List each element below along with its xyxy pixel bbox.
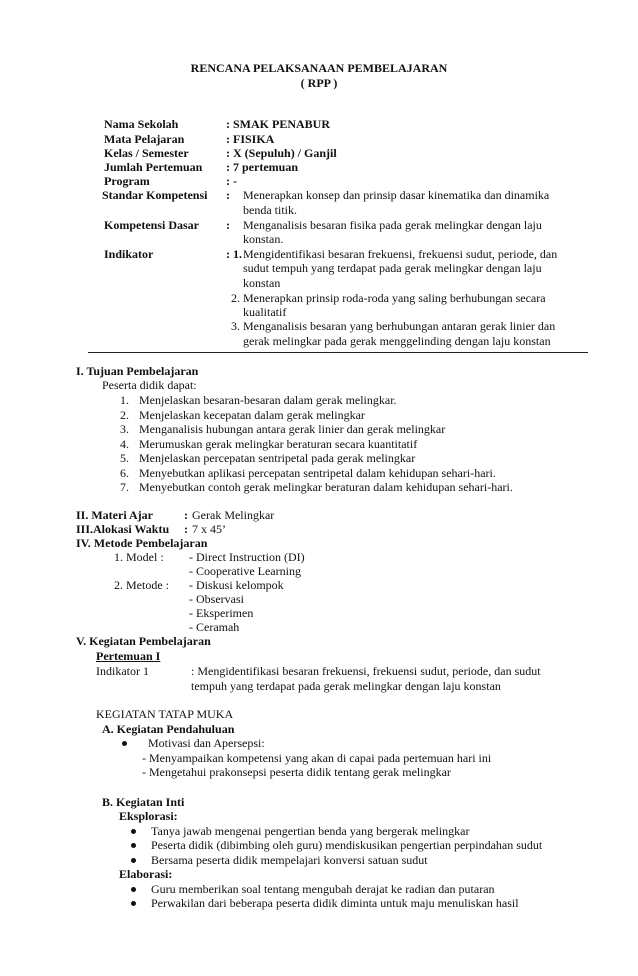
indikator-label: Indikator	[104, 247, 154, 261]
materi-value: Gerak Melingkar	[192, 508, 275, 522]
tujuan-item-text: Menganalisis hubungan antara gerak linier dan gerak melingkar	[139, 422, 446, 436]
tujuan-item-text: Menjelaskan kecepatan dalam gerak melingkar	[139, 408, 365, 422]
kd-label: Kompetensi Dasar	[104, 218, 199, 232]
alokasi-label: III.Alokasi Waktu	[76, 522, 170, 536]
eksplorasi-item: Tanya jawab mengenai pengertian benda yang bergerak melingkar	[151, 824, 470, 838]
tujuan-item-text: Menjelaskan percepatan sentripetal pada gerak melingkar	[139, 451, 416, 465]
indikator-1-line3: konstan	[243, 276, 281, 290]
indikator-1-number: : 1.	[226, 247, 242, 261]
motivasi-item: - Menyampaikan kompetensi yang akan di capai pada pertemuan hari ini	[142, 751, 492, 765]
indikator-2-line2: kualitatif	[243, 305, 287, 319]
indikator-3-line1: Menganalisis besaran yang berhubungan antaran gerak linier dan	[243, 319, 556, 333]
tujuan-item-text: Menyebutkan aplikasi percepatan sentripetal dalam kehidupan sehari-hari.	[139, 466, 496, 480]
identity-value-meetings: : 7 pertemuan	[226, 160, 298, 174]
tatap-muka-heading: KEGIATAN TATAP MUKA	[96, 707, 234, 721]
indikator-3-line2: gerak melingkar pada gerak menggelinding dengan laju konstan	[243, 334, 551, 348]
indikator-1-line1: Mengidentifikasi besaran frekuensi, frekuensi sudut, periode, dan	[243, 247, 558, 261]
sk-colon: :	[226, 188, 230, 202]
sk-text-line2: benda titik.	[243, 203, 297, 217]
metode-heading: IV. Metode Pembelajaran	[76, 536, 208, 550]
elaborasi-heading: Elaborasi:	[119, 867, 173, 881]
tujuan-heading: I. Tujuan Pembelajaran	[76, 364, 199, 378]
tujuan-item-text: Menyebutkan contoh gerak melingkar beraturan dalam kehidupan sehari-hari.	[139, 480, 513, 494]
tujuan-item-number: 3.	[120, 422, 129, 436]
header-divider	[88, 352, 588, 353]
eksplorasi-heading: Eksplorasi:	[119, 809, 178, 823]
tujuan-item-number: 4.	[120, 437, 129, 451]
indikator-3-number: 3.	[231, 319, 240, 333]
tujuan-item-number: 5.	[120, 451, 129, 465]
motivasi-item: - Mengetahui prakonsepsi peserta didik tentang gerak melingkar	[142, 765, 451, 779]
bullet-icon	[122, 741, 127, 746]
tujuan-item-number: 7.	[120, 480, 129, 494]
tujuan-item-number: 1.	[120, 393, 129, 407]
eksplorasi-item: Peserta didik (dibimbing oleh guru) mendiskusikan pengertian perpindahan sudut	[151, 838, 543, 852]
identity-label-subject: Mata Pelajaran	[104, 132, 185, 146]
identity-value-class: : X (Sepuluh) / Ganjil	[226, 146, 337, 160]
identity-value-school: : SMAK PENABUR	[226, 117, 330, 131]
tujuan-item-text: Menjelaskan besaran-besaran dalam gerak melingkar.	[139, 393, 397, 407]
doc-title: RENCANA PELAKSANAAN PEMBELAJARAN	[190, 61, 448, 75]
pertemuan-title: Pertemuan I	[96, 649, 161, 663]
kegiatan-indikator-label: Indikator 1	[96, 664, 149, 678]
metode-item: - Diskusi kelompok	[189, 578, 284, 592]
eksplorasi-item: Bersama peserta didik mempelajari konversi satuan sudut	[151, 853, 428, 867]
kegiatan-indikator-line1: : Mengidentifikasi besaran frekuensi, frekuensi sudut, periode, dan sudut	[191, 664, 541, 678]
indikator-1-line2: sudut tempuh yang terdapat pada gerak melingkar dengan laju	[243, 261, 542, 275]
alokasi-value: 7 x 45’	[192, 522, 226, 536]
kd-text-line1: Menganalisis besaran fisika pada gerak melingkar dengan laju	[243, 218, 542, 232]
sk-label: Standar Kompetensi	[102, 188, 208, 202]
model-label: 1. Model :	[114, 550, 164, 564]
indikator-2-number: 2.	[231, 291, 240, 305]
metode-item: - Observasi	[189, 592, 244, 606]
identity-label-program: Program	[104, 174, 150, 188]
elaborasi-item: Guru memberikan soal tentang mengubah derajat ke radian dan putaran	[151, 882, 495, 896]
metode-label: 2. Metode :	[114, 578, 169, 592]
inti-heading: B. Kegiatan Inti	[102, 795, 185, 809]
bullet-icon	[131, 829, 136, 834]
kd-text-line2: konstan.	[243, 232, 284, 246]
tujuan-intro: Peserta didik dapat:	[102, 378, 197, 392]
identity-value-program: : -	[226, 174, 237, 188]
pendahuluan-heading: A. Kegiatan Pendahuluan	[102, 722, 235, 736]
bullet-icon	[131, 887, 136, 892]
kd-colon: :	[226, 218, 230, 232]
materi-label: II. Materi Ajar	[76, 508, 153, 522]
bullet-icon	[131, 843, 136, 848]
bullet-icon	[131, 858, 136, 863]
identity-label-class: Kelas / Semester	[104, 146, 189, 160]
identity-label-school: Nama Sekolah	[104, 117, 179, 131]
kegiatan-indikator-line2: tempuh yang terdapat pada gerak melingkar dengan laju konstan	[191, 679, 501, 693]
doc-subtitle: ( RPP )	[300, 76, 338, 90]
tujuan-item-number: 6.	[120, 466, 129, 480]
materi-colon: :	[184, 508, 188, 522]
alokasi-colon: :	[184, 522, 188, 536]
model-item: - Direct Instruction (DI)	[189, 550, 305, 564]
bullet-icon	[131, 901, 136, 906]
sk-text-line1: Menerapkan konsep dan prinsip dasar kinematika dan dinamika	[243, 188, 550, 202]
indikator-2-line1: Menerapkan prinsip roda-roda yang saling berhubungan secara	[243, 291, 546, 305]
model-item: - Cooperative Learning	[189, 564, 301, 578]
identity-value-subject: : FISIKA	[226, 132, 275, 146]
elaborasi-item: Perwakilan dari beberapa peserta didik diminta untuk maju menuliskan hasil	[151, 896, 519, 910]
metode-item: - Eksperimen	[189, 606, 254, 620]
tujuan-item-number: 2.	[120, 408, 129, 422]
tujuan-item-text: Merumuskan gerak melingkar beraturan secara kuantitatif	[139, 437, 418, 451]
motivasi-heading: Motivasi dan Apersepsi:	[148, 736, 265, 750]
kegiatan-heading: V. Kegiatan Pembelajaran	[76, 634, 211, 648]
metode-item: - Ceramah	[189, 620, 240, 634]
identity-label-meetings: Jumlah Pertemuan	[104, 160, 203, 174]
